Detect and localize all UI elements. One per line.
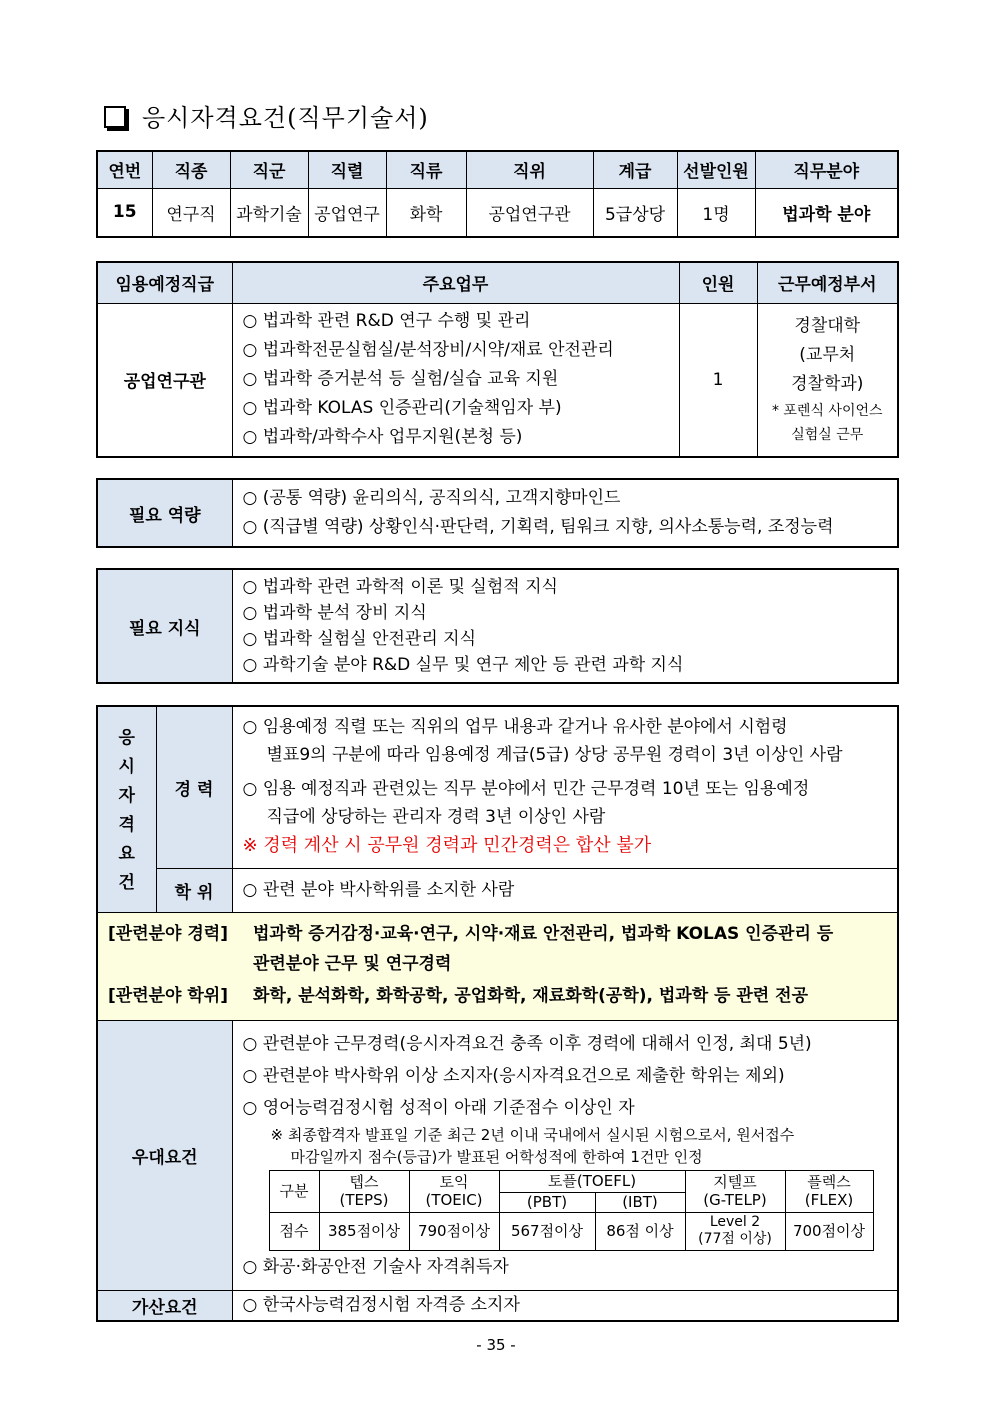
table-cell: 화학 (386, 188, 466, 237)
table-cell: 연구직 (152, 188, 230, 237)
knowledge-table (96, 568, 899, 684)
table-cell: 공업연구 (308, 188, 386, 237)
related-degree-tag: [관련분야 학위] (108, 986, 228, 1006)
serial-number: 15 (97, 188, 152, 237)
list-item: ○ 임용 예정직과 관련있는 직무 분야에서 민간 근무경력 10년 또는 임용예정 (242, 779, 810, 800)
score-flex: 700점이상 (785, 1212, 873, 1250)
position-info-table (96, 150, 899, 238)
checkbox-square-icon (104, 106, 126, 128)
score-gtelp: Level 2 (77점 이상) (685, 1212, 785, 1250)
score-header-pbt: (PBT) (499, 1192, 595, 1212)
department-cell (757, 303, 898, 457)
list-item: ○ 과학기술 분야 R&D 실무 및 연구 제안 등 관련 과학 지식 (242, 655, 684, 675)
list-item-continued: 직급에 상당하는 관리자 경력 3년 이상인 사람 (266, 807, 606, 828)
career-label: 경 력 (156, 706, 232, 868)
header-cell: 직종 (152, 151, 230, 188)
related-career-line: 법과학 증거감정·교육·연구, 시약·재료 안전관리, 법과학 KOLAS 인증관리 등 (253, 924, 834, 944)
dept-line: 경찰학과) (791, 374, 864, 395)
competency-list (232, 479, 898, 547)
list-item: ○ 법과학 증거분석 등 실험/실습 교육 지원 (242, 369, 559, 390)
header-cell: 직무분야 (755, 151, 898, 188)
list-item: ○ 임용예정 직렬 또는 직위의 업무 내용과 같거나 유사한 분야에서 시험령 (242, 717, 788, 738)
list-item: ○ 법과학 KOLAS 인증관리(기술책임자 부) (242, 398, 562, 419)
degree-item: ○ 관련 분야 박사학위를 소지한 사람 (232, 868, 898, 912)
score-header-teps: 텝스 (TEPS) (319, 1170, 409, 1212)
job-field: 법과학 분야 (755, 188, 898, 237)
career-warning-note: ※ 경력 계산 시 공무원 경력과 민간경력은 합산 불가 (242, 835, 652, 857)
list-item: ○ (직급별 역량) 상황인식·판단력, 기획력, 팀워크 지향, 의사소통능력, 조정능력 (242, 517, 834, 537)
career-list (232, 706, 898, 868)
bonus-label: 가산요건 (97, 1290, 232, 1321)
header-cell: 직류 (386, 151, 466, 188)
score-header-toeic: 토익 (TOEIC) (409, 1170, 499, 1212)
score-header-flex: 플렉스 (FLEX) (785, 1170, 873, 1212)
score-pbt: 567점이상 (499, 1212, 595, 1250)
dept-line: (교무처 (799, 345, 856, 366)
list-item: ○ 법과학 분석 장비 지식 (242, 603, 427, 623)
requirements-vertical-label: 응 시 자 격 요 건 (97, 706, 156, 912)
list-item: ○ 법과학전문실험실/분석장비/시약/재료 안전관리 (242, 340, 614, 361)
list-item: ○ 법과학 관련 과학적 이론 및 실험적 지식 (242, 577, 558, 597)
related-field-block (97, 912, 898, 1020)
competency-table (96, 478, 899, 548)
preference-note: 마감일까지 점수(등급)가 발표된 어학성적에 한하여 1건만 인정 (290, 1147, 703, 1166)
related-career-line: 관련분야 근무 및 연구경력 (253, 954, 452, 974)
knowledge-list (232, 569, 898, 683)
duties-list (232, 303, 679, 457)
score-header-toefl: 토플(TOEFL) (499, 1170, 685, 1192)
header-cell: 직위 (466, 151, 593, 188)
header-cell: 연번 (97, 151, 152, 188)
dept-note: 실험실 근무 (791, 427, 864, 444)
competency-label: 필요 역량 (97, 479, 232, 547)
header-cell: 선발인원 (677, 151, 755, 188)
score-header-ibt: (IBT) (595, 1192, 685, 1212)
language-score-table (269, 1170, 874, 1251)
score-toeic: 790점이상 (409, 1212, 499, 1250)
table-cell: 1명 (677, 188, 755, 237)
header-cell: 근무예정부서 (757, 262, 898, 303)
score-row-label: 점수 (269, 1212, 319, 1250)
list-item: ○ 화공·화공안전 기술사 자격취득자 (242, 1256, 509, 1277)
table-cell: 과학기술 (230, 188, 308, 237)
header-cell: 임용예정직급 (97, 262, 232, 303)
header-cell: 직군 (230, 151, 308, 188)
header-cell: 계급 (593, 151, 677, 188)
related-degree-line: 화학, 분석화학, 화학공학, 공업화학, 재료화학(공학), 법과학 등 관련 전공 (253, 986, 808, 1006)
preference-note: ※ 최종합격자 발표일 기준 최근 2년 이내 국내에서 실시된 시험으로서, 원서접수 (270, 1125, 795, 1144)
header-cell: 직렬 (308, 151, 386, 188)
preference-label: 우대요건 (97, 1020, 232, 1290)
degree-label: 학 위 (156, 868, 232, 912)
list-item: ○ 법과학 관련 R&D 연구 수행 및 관리 (242, 311, 531, 332)
score-ibt: 86점 이상 (595, 1212, 685, 1250)
score-col-label: 구분 (269, 1170, 319, 1212)
table-cell: 공업연구관 (466, 188, 593, 237)
preference-list (232, 1020, 898, 1290)
section-title: 응시자격요건(직무기술서) (104, 98, 429, 133)
list-item: ○ 법과학/과학수사 업무지원(본청 등) (242, 427, 523, 448)
dept-line: 경찰대학 (794, 316, 861, 337)
score-teps: 385점이상 (319, 1212, 409, 1250)
list-item: ○ (공통 역량) 윤리의식, 공직의식, 고객지향마인드 (242, 488, 621, 508)
related-career-tag: [관련분야 경력] (108, 924, 228, 944)
header-cell: 주요업무 (232, 262, 679, 303)
list-item: ○ 법과학 실험실 안전관리 지식 (242, 629, 477, 649)
list-item: ○ 관련분야 박사학위 이상 소지자(응시자격요건으로 제출한 학위는 제외) (242, 1065, 785, 1086)
list-item-continued: 별표9의 구분에 따라 임용예정 계급(5급) 상당 공무원 경력이 3년 이상인 사람 (266, 745, 843, 766)
dept-note: * 포렌식 사이언스 (771, 403, 883, 420)
rank-cell: 공업연구관 (97, 303, 232, 457)
list-item: ○ 영어능력검정시험 성적이 아래 기준점수 이상인 자 (242, 1097, 635, 1118)
duties-table (96, 261, 899, 458)
page-number: - 35 - (476, 1336, 516, 1354)
table-cell: 5급상당 (593, 188, 677, 237)
knowledge-label: 필요 지식 (97, 569, 232, 683)
header-cell: 인원 (679, 262, 757, 303)
score-header-gtelp: 지텔프 (G-TELP) (685, 1170, 785, 1212)
requirements-table (96, 705, 899, 1322)
list-item: ○ 관련분야 근무경력(응시자격요건 충족 이후 경력에 대해서 인정, 최대 5년) (242, 1033, 812, 1054)
headcount-cell: 1 (679, 303, 757, 457)
bonus-item: ○ 한국사능력검정시험 자격증 소지자 (232, 1290, 898, 1321)
